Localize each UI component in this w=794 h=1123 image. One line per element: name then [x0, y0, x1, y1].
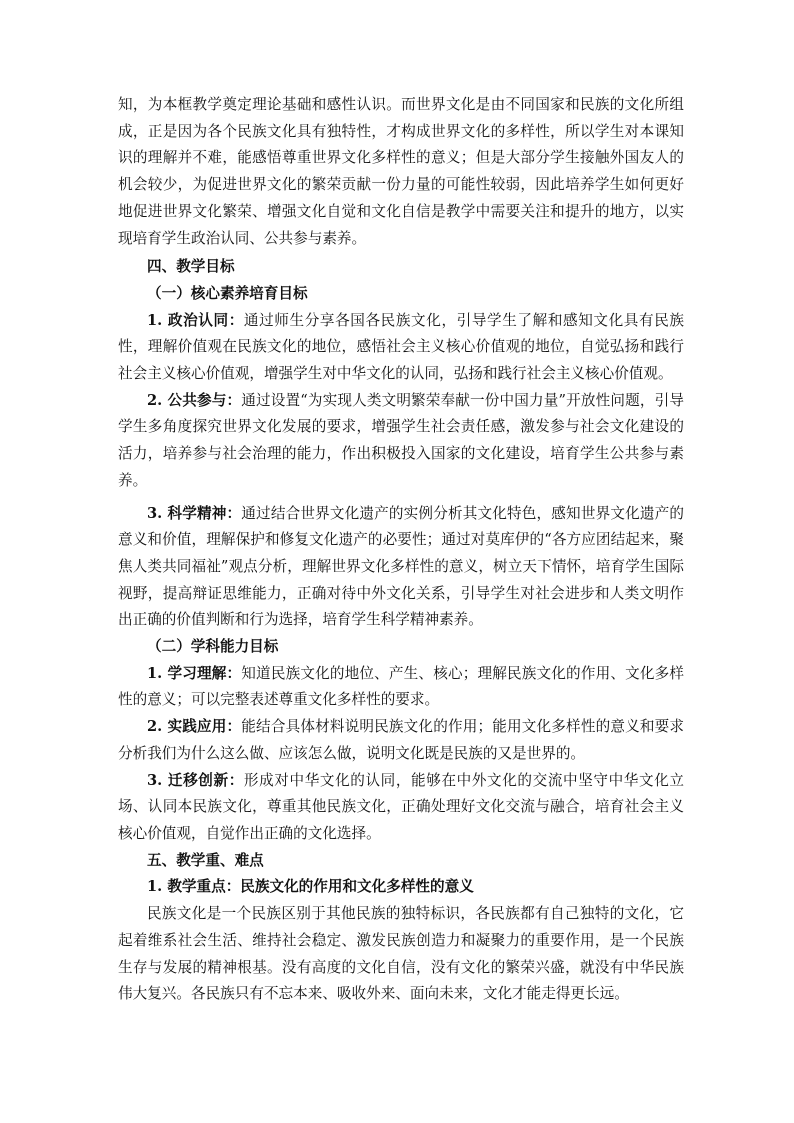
- ability-item-practice: [118, 714, 684, 767]
- ability-item-learning-lead: 1. 学习理解：: [147, 664, 242, 682]
- goal-item-public-lead: 2. 公共参与：: [147, 391, 242, 409]
- ability-item-transfer-text: 形成对中华文化的认同，能够在中外文化的交流中坚守中华文化立场、认同本民族文化，尊重其他民族文化，正确处理好文化交流与融合，培育社会主义核心价值观，自觉作出正确的文化选择。: [118, 771, 684, 842]
- subsection-1-heading: （一）核心素养培育目标: [147, 284, 308, 302]
- section-4-heading: 四、教学目标: [147, 258, 235, 276]
- key-point-heading: 1. 教学重点：民族文化的作用和文化多样性的意义: [147, 878, 474, 896]
- subsection-2-heading: （二）学科能力目标: [147, 638, 279, 656]
- goal-item-science-text: 通过结合世界文化遗产的实例分析其文化特色，感知世界文化遗产的意义和价值，理解保护和修复文化遗产的必要性；通过对莫库伊的“各方应团结起来，聚焦人类共同福祉”观点分析，理解世界文化多样性的意义，树立天下情怀，培育学生国际视野，提高辩证思维能力，正确对待中外文化关系，引导学生对社会进步和人类文明作出正确的价值判断和行为选择，培育学生科学精神素养。: [118, 504, 684, 629]
- ability-item-learning-text: 知道民族文化的地位、产生、核心；理解民族文化的作用、文化多样性的意义；可以完整表述尊重文化多样性的要求。: [118, 664, 684, 709]
- goal-item-political: [118, 308, 684, 388]
- goal-item-public-text: 通过设置“为实现人类文明繁荣奉献一份中国力量”开放性问题，引导学生多角度探究世界文化发展的要求，增强学生社会责任感，激发参与社会文化建设的活力，培养参与社会治理的能力，作出积极投入国家的文化建设，培育学生公共参与素养。: [118, 391, 684, 489]
- section-5-heading: 五、教学重、难点: [147, 851, 264, 869]
- key-point-paragraph: 民族文化是一个民族区别于其他民族的独特标识，各民族都有自己独特的文化，它起着维系社会生活、维持社会稳定、激发民族创造力和凝聚力的重要作用，是一个民族生存与发展的精神根基。没有高度的文化自信，没有文化的繁荣兴盛，就没有中华民族伟大复兴。各民族只有不忘本来、吸收外来、面向未来，文化才能走得更长远。: [118, 905, 684, 1003]
- intro-paragraph: 知，为本框教学奠定理论基础和感性认识。而世界文化是由不同国家和民族的文化所组成，正是因为各个民族文化具有独特性，才构成世界文化的多样性，所以学生对本课知识的理解并不难，能感悟尊重世界文化多样性的意义；但是大部分学生接触外国友人的机会较少，为促进世界文化的繁荣贡献一份力量的可能性较弱，因此培养学生如何更好地促进世界文化繁荣、增强文化自觉和文化自信是教学中需要关注和提升的地方，以实现培育学生政治认同、公共参与素养。: [118, 96, 684, 247]
- ability-item-practice-text: 能结合具体材料说明民族文化的作用；能用文化多样性的意义和要求分析我们为什么这么做、应该怎么做，说明文化既是民族的又是世界的。: [118, 718, 684, 762]
- document-body: [118, 92, 684, 1008]
- ability-item-transfer: [118, 768, 684, 848]
- ability-item-practice-lead: 2. 实践应用：: [147, 718, 242, 736]
- ability-item-learning: [118, 661, 684, 714]
- goal-item-political-lead: 1. 政治认同：: [147, 311, 244, 329]
- goal-item-political-text: 通过师生分享各国各民族文化，引导学生了解和感知文化具有民族性，理解价值观在民族文化的地位，感悟社会主义核心价值观的地位，自觉弘扬和践行社会主义核心价值观，增强学生对中华文化的认同，弘扬和践行社会主义核心价值观。: [118, 311, 684, 383]
- ability-item-transfer-lead: 3. 迁移创新：: [147, 771, 244, 789]
- goal-item-science: [118, 501, 684, 635]
- goal-item-science-lead: 3. 科学精神：: [147, 504, 242, 522]
- goal-item-public: [118, 388, 684, 495]
